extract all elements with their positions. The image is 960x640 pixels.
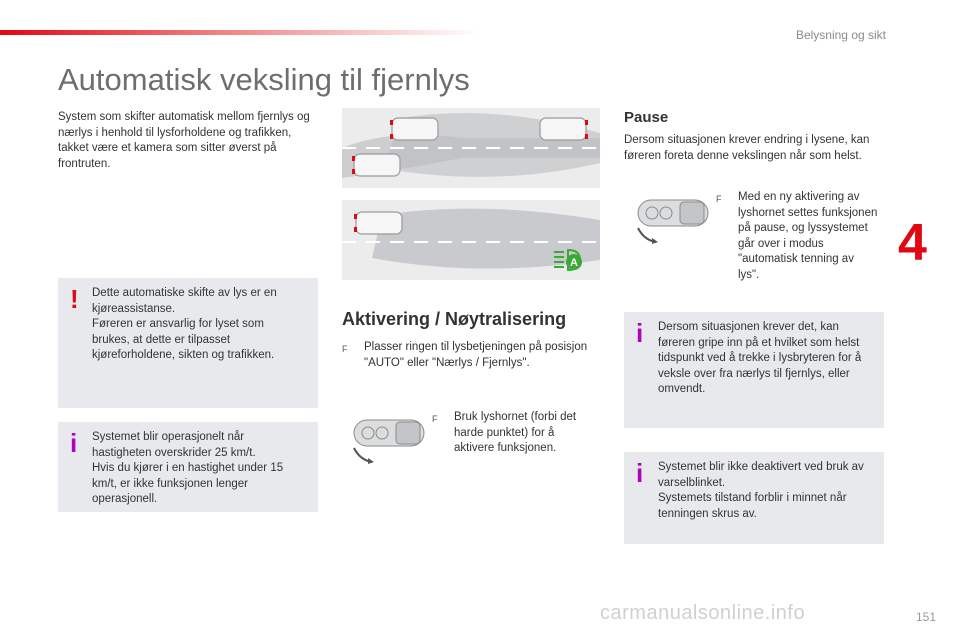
info-hazard-line-1: Systemet blir ikke deaktivert ved bruk av varselblinket. [658, 461, 864, 489]
intro-paragraph: System som skifter automatisk mellom fjernlys og nærlys i henhold til lysforholdene og trafikken, takket være et kamera som sitter øverst på frontruten. [58, 111, 310, 170]
info-hazard-text [658, 460, 870, 522]
road-illustration-top [342, 108, 600, 188]
light-stalk-illustration-pause [630, 194, 712, 244]
info-icon: i [636, 458, 644, 488]
road-scene-svg-2 [342, 200, 600, 280]
page-number: 151 [916, 610, 937, 624]
info-override-text: Dersom situasjonen krever det, kan føreren gripe inn på et hvilket som helst tidspunkt ved å trekke i lysbryteren for å veksle over fra nærlys til fjernlys, eller omvendt. [658, 321, 862, 395]
activation-bullet-2 [432, 410, 594, 457]
chapter-number: 4 [898, 214, 927, 272]
bullet-glyph: F [432, 414, 438, 424]
light-stalk-illustration [346, 414, 428, 464]
activation-bullet-2-text: Bruk lyshornet (forbi det harde punktet) for å aktivere funksjonen. [454, 411, 577, 454]
info-line-1: Systemet blir operasjonelt når hastigheten overskrider 25 km/t. [92, 431, 256, 459]
warning-exclamation-icon: ! [70, 284, 79, 314]
header-accent-bar [0, 30, 480, 35]
indicator-letter: A [570, 257, 578, 269]
activation-heading: Aktivering / Nøytralisering [342, 309, 567, 329]
activation-bullet-1-text: Plasser ringen til lysbetjeningen på posisjon "AUTO" eller "Nærlys / Fjernlys". [364, 341, 588, 369]
info-box-speed [58, 422, 318, 512]
info-box-hazard [624, 452, 884, 544]
warning-box [58, 278, 318, 408]
info-hazard-line-2: Systemets tilstand forblir i minnet når tenningen skrus av. [658, 492, 847, 520]
warning-line-2: Føreren er ansvarlig for lyset som brukes, at dette er tilpasset kjøreforholdene, sikten og trafikken. [92, 318, 275, 361]
info-text [92, 430, 304, 508]
info-line-2: Hvis du kjører i en hastighet under 15 km/t, er ikke funksjonen lenger operasjonell. [92, 462, 284, 505]
info-icon: i [70, 428, 78, 458]
warning-text [92, 286, 304, 364]
road-scene-svg [342, 108, 600, 188]
section-label: Belysning og sikt [795, 28, 886, 42]
light-stalk-icon [346, 414, 428, 464]
pause-bullet-text: Med en ny aktivering av lyshornet settes funksjonen på pause, og lyssystemet går over i modus "automatisk tenning av lys". [738, 191, 878, 281]
page-title: Automatisk veksling til fjernlys [58, 62, 470, 97]
info-box-override [624, 312, 884, 428]
bullet-glyph: F [342, 344, 348, 354]
watermark: carmanualsonline.info [600, 602, 806, 624]
info-icon: i [636, 318, 644, 348]
light-stalk-icon [630, 194, 712, 244]
activation-bullet-1 [342, 340, 600, 371]
road-illustration-bottom [342, 200, 600, 280]
pause-heading: Pause [624, 109, 669, 126]
bullet-glyph: F [716, 194, 722, 204]
warning-line-1: Dette automatiske skifte av lys er en kjøreassistanse. [92, 287, 277, 315]
pause-bullet [716, 190, 878, 283]
pause-paragraph: Dersom situasjonen krever endring i lysene, kan føreren foreta denne vekslingen når som helst. [624, 134, 870, 162]
